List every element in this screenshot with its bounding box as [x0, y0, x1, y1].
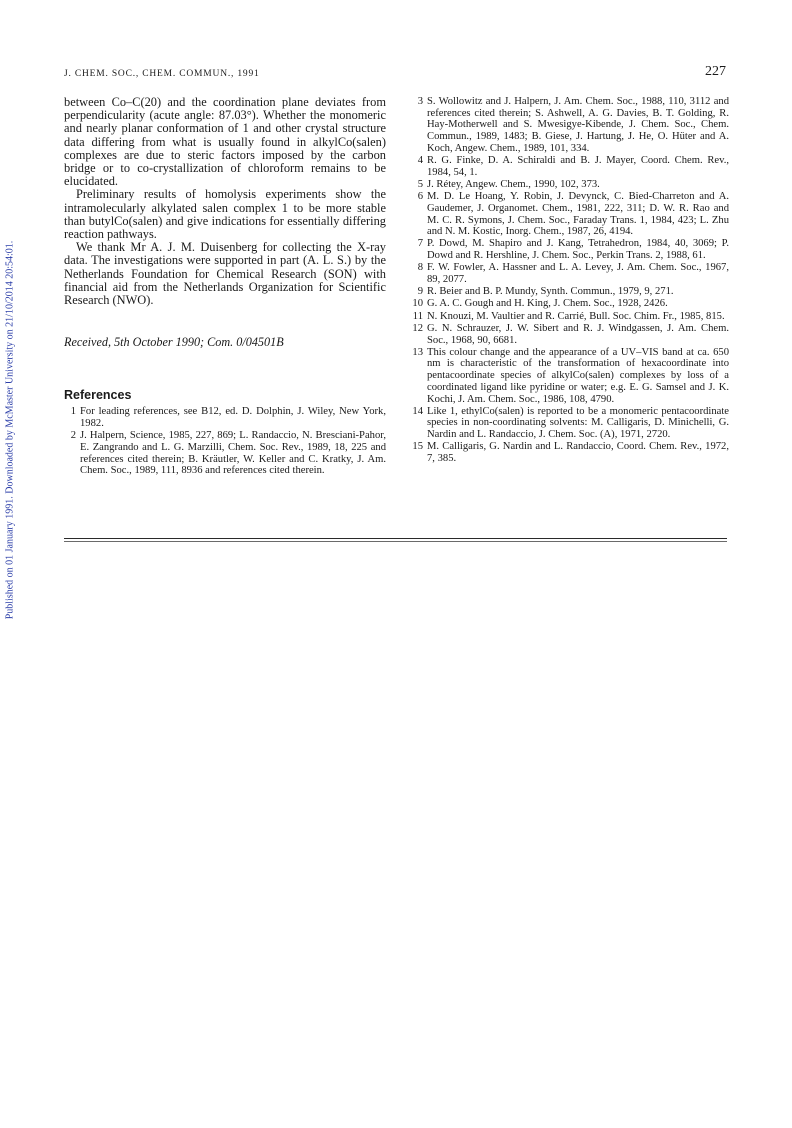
reference-text: M. Calligaris, G. Nardin and L. Randaccio, Coord. Chem. Rev., 1972, 7, 385.	[427, 441, 729, 465]
reference-number: 8	[417, 262, 423, 274]
reference-number: 15	[412, 441, 423, 453]
received-date: Received, 5th October 1990; Com. 0/04501B	[64, 335, 284, 350]
reference-item	[64, 406, 386, 429]
reference-item	[411, 155, 729, 178]
footer-rule	[64, 541, 727, 542]
reference-number: 6	[417, 191, 423, 203]
reference-number: 7	[417, 238, 423, 250]
reference-item	[411, 347, 729, 406]
reference-text: M. D. Le Hoang, Y. Robin, J. Devynck, C. Bied-Charreton and A. Gaudemer, J. Organomet. Chem., 1981, 222, 311; D. W. R. Rao and M. C. R. Symons, J. Chem. Soc., Faraday Trans. 1, 1984, 423; L. Zhu and N. M. Kostic, Inorg. Chem., 1987, 26, 4194.	[427, 191, 729, 238]
reference-item	[411, 298, 729, 310]
reference-number: 9	[417, 286, 423, 298]
reference-number: 2	[70, 430, 76, 442]
reference-number: 11	[412, 310, 423, 322]
running-head: J. CHEM. SOC., CHEM. COMMUN., 1991	[64, 69, 260, 79]
body-paragraph: Preliminary results of homolysis experiments show the intramolecularly alkylated salen complex 1 to be more stable than butylCo(salen) and give indications for essentially differing reaction pathways.	[64, 187, 386, 242]
reference-number: 14	[412, 405, 423, 417]
reference-text: G. N. Schrauzer, J. W. Sibert and R. J. Windgassen, J. Am. Chem. Soc., 1968, 90, 6681.	[427, 322, 729, 346]
reference-text: For leading references, see B12, ed. D. Dolphin, J. Wiley, New York, 1982.	[80, 406, 386, 429]
reference-item	[64, 430, 386, 477]
reference-item	[411, 179, 729, 191]
reference-number: 5	[417, 178, 423, 190]
reference-number: 1	[70, 406, 76, 418]
reference-number: 3	[417, 96, 423, 107]
reference-item	[411, 96, 729, 155]
reference-item	[411, 406, 729, 441]
acknowledgement-paragraph: We thank Mr A. J. M. Duisenberg for collecting the X-ray data. The investigations were supported in part (A. L. S.) by the Netherlands Foundation for Chemical Research (SON) with financial aid from the Netherlands Organization for Scientific Research (NWO).	[64, 240, 386, 308]
body-paragraph: between Co–C(20) and the coordination plane deviates from perpendicularity (acute angle: 87.03°). Whether the monomeric and nearly planar conformation of 1 and other crystal structure data differing from what is usually found in alkylCo(salen) complexes are due to steric factors imposed by the carbon bridge or to co-crystallization of chloroform remains to be elucidated.	[64, 95, 386, 189]
reference-text: Like 1, ethylCo(salen) is reported to be a monomeric pentacoordinate species in non-coordinating solvents: M. Calligaris, D. Minichelli, G. Nardin and L. Randaccio, J. Chem. Soc. (A), 1971, 2720.	[427, 405, 729, 441]
right-column	[411, 96, 729, 465]
reference-item	[411, 191, 729, 238]
reference-text: J. Rétey, Angew. Chem., 1990, 102, 373.	[427, 178, 600, 190]
footer-rule	[64, 538, 727, 539]
reference-text: R. Beier and B. P. Mundy, Synth. Commun., 1979, 9, 271.	[427, 286, 674, 298]
reference-text: J. Halpern, Science, 1985, 227, 869; L. Randaccio, N. Bresciani-Pahor, E. Zangrando and L. G. Marzilli, Chem. Soc. Rev., 1989, 18, 225 and references cited therein; B. Kräutler, W. Keller and C. Kratky, J. Am. Chem. Soc., 1989, 111, 8936 and references cited therein.	[80, 430, 386, 477]
download-watermark	[2, 180, 18, 680]
left-column	[64, 96, 386, 477]
reference-number: 10	[412, 298, 423, 310]
reference-text: R. G. Finke, D. A. Schiraldi and B. J. Mayer, Coord. Chem. Rev., 1984, 54, 1.	[427, 155, 729, 178]
reference-text: P. Dowd, M. Shapiro and J. Kang, Tetrahedron, 1984, 40, 3069; P. Dowd and R. Hershline, J. Chem. Soc., Perkin Trans. 2, 1988, 61.	[427, 238, 729, 262]
reference-text: G. A. C. Gough and H. King, J. Chem. Soc., 1928, 2426.	[427, 298, 668, 310]
download-watermark-text: Published on 01 January 1991. Downloaded by McMaster University on 21/10/2014 20:54:01.	[4, 240, 16, 620]
references-heading: References	[64, 388, 132, 403]
reference-number: 13	[412, 346, 423, 358]
reference-text: S. Wollowitz and J. Halpern, J. Am. Chem. Soc., 1988, 110, 3112 and references cited therein; S. Ashwell, A. G. Davies, B. T. Golding, R. Hay-Motherwell and S. Mwesigye-Kibende, J. Chem. Soc., Chem. Commun., 1989, 1483; B. Giese, J. Hartung, J. He, O. Hüter and A. Koch, Angew. Chem., 1989, 101, 334.	[427, 96, 729, 154]
reference-item	[411, 238, 729, 261]
page-number: 227	[705, 64, 726, 79]
reference-number: 4	[417, 155, 423, 167]
reference-item	[411, 262, 729, 285]
reference-text: N. Knouzi, M. Vaultier and R. Carrié, Bull. Soc. Chim. Fr., 1985, 815.	[427, 310, 725, 322]
reference-item	[411, 311, 729, 323]
reference-item	[411, 323, 729, 346]
reference-text: F. W. Fowler, A. Hassner and L. A. Levey, J. Am. Chem. Soc., 1967, 89, 2077.	[427, 262, 729, 286]
reference-text: This colour change and the appearance of a UV–VIS band at ca. 650 nm is characteristic of the transformation of hexacoordinate into pentacoordinate species of alkylCo(salen) complexes by loss of a coordinated ligand like pyridine or water; e.g. E. G. Samsel and J. K. Kochi, J. Am. Chem. Soc., 1986, 108, 4790.	[427, 346, 729, 405]
reference-item	[411, 441, 729, 464]
reference-number: 12	[412, 322, 423, 334]
reference-item	[411, 286, 729, 298]
